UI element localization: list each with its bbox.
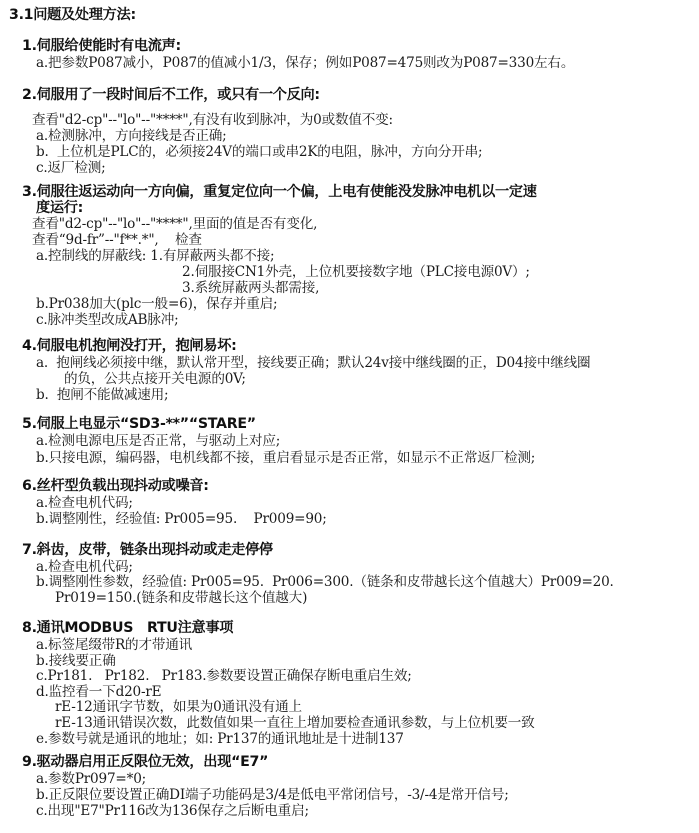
- item-4a-line1: a. 抱闸线必须接中继，默认常开型，接线要正确；默认24v接中继线圈的正，D04接中继线圈: [36, 355, 591, 371]
- section-title: 3.1问题及处理方法:: [9, 7, 136, 23]
- heading-6: 6.丝杆型负载出现抖动或噪音:: [22, 478, 209, 494]
- heading-7: 7.斜齿，皮带，链条出现抖动或走走停停: [22, 542, 273, 558]
- item-1a: a.把参数P087减小，P087的值减小1/3，保存；例如P087=475则改为P087=330左右。: [36, 55, 575, 71]
- item-8b: b.接线要正确: [36, 653, 116, 669]
- item-9c: c.出现"E7"Pr116改为136保存之后断电重启;: [36, 803, 309, 819]
- heading-4: 4.伺服电机抱闸没打开，抱闸易坏:: [22, 338, 237, 354]
- item-2b: b. 上位机是PLC的，必须接24V的端口或串2K的电阻，脉冲，方向分开串;: [36, 144, 483, 160]
- heading-3-line2: 度运行:: [36, 200, 84, 216]
- item-2-intro: 查看"d2-cp"--"lo"--"****",有没有收到脉冲，为0或数值不变:: [32, 112, 393, 128]
- item-2a: a.检测脉冲，方向接线是否正确;: [36, 128, 227, 144]
- heading-8: 8.通讯MODBUS RTU注意事项: [22, 620, 234, 636]
- item-8d-1: rE-12通讯字节数，如果为0通讯没有通上: [55, 699, 302, 715]
- heading-3-line1: 3.伺服往返运动向一方向偏，重复定位向一个偏，上电有使能没发脉冲电机以一定速: [22, 184, 537, 200]
- item-3b: b.Pr038加大(plc一般=6)，保存并重启;: [36, 296, 278, 312]
- item-3c: c.脉冲类型改成AB脉冲;: [36, 312, 179, 328]
- item-3a-2: 2.伺服接CN1外壳，上位机要接数字地（PLC接电源0V）;: [182, 264, 530, 280]
- heading-2: 2.伺服用了一段时间后不工作，或只有一个反向:: [22, 87, 320, 103]
- item-5b: b.只接电源，编码器，电机线都不接，重启看显示是否正常，如显示不正常返厂检测;: [36, 450, 536, 466]
- item-3-intro-1: 查看"d2-cp"--"lo"--"****",里面的值是否有变化,: [32, 216, 318, 232]
- item-4b: b. 抱闸不能做减速用;: [36, 387, 169, 403]
- item-9a: a.参数Pr097=*0;: [36, 771, 147, 787]
- item-2c: c.返厂检测;: [36, 160, 106, 176]
- heading-9: 9.驱动器启用正反限位无效，出现“E7”: [22, 754, 269, 770]
- item-8a: a.标签尾缀带R的才带通讯: [36, 637, 192, 653]
- item-6a: a.检查电机代码;: [36, 495, 133, 511]
- item-7a: a.检查电机代码;: [36, 559, 133, 575]
- item-9b: b.正反限位要设置正确DI端子功能码是3/4是低电平常闭信号，-3/-4是常开信号;: [36, 787, 509, 803]
- item-6b: b.调整刚性，经验值: Pr005=95. Pr009=90;: [36, 511, 327, 527]
- item-7b-line2: Pr019=150.(链条和皮带越长这个值越大): [55, 590, 308, 606]
- item-7b-line1: b.调整刚性参数，经验值: Pr005=95. Pr006=300.（链条和皮带越长这个值越大）Pr009=20.: [36, 574, 614, 590]
- item-3a: a.控制线的屏蔽线: 1.有屏蔽两头都不接;: [36, 248, 275, 264]
- item-3a-3: 3.系统屏蔽两头都需接,: [182, 280, 320, 296]
- item-8d: d.监控看一下d20-rE: [36, 684, 162, 700]
- item-3-intro-2: 查看“9d-fr”--"f**.*", 检查: [32, 232, 202, 248]
- item-5a: a.检测电源电压是否正常，与驱动上对应;: [36, 433, 281, 449]
- heading-1: 1.伺服给使能时有电流声:: [22, 38, 181, 54]
- item-8e: e.参数号就是通讯的地址；如: Pr137的通讯地址是十进制137: [36, 731, 404, 747]
- heading-5: 5.伺服上电显示“SD3-**”“STARE”: [22, 416, 256, 432]
- item-8c: c.Pr181. Pr182. Pr183.参数要设置正确保存断电重启生效;: [36, 668, 412, 684]
- item-8d-2: rE-13通讯错误次数，此数值如果一直往上增加要检查通讯参数，与上位机要一致: [55, 715, 535, 731]
- item-4a-line2: 的负，公共点接开关电源的0V;: [64, 371, 246, 387]
